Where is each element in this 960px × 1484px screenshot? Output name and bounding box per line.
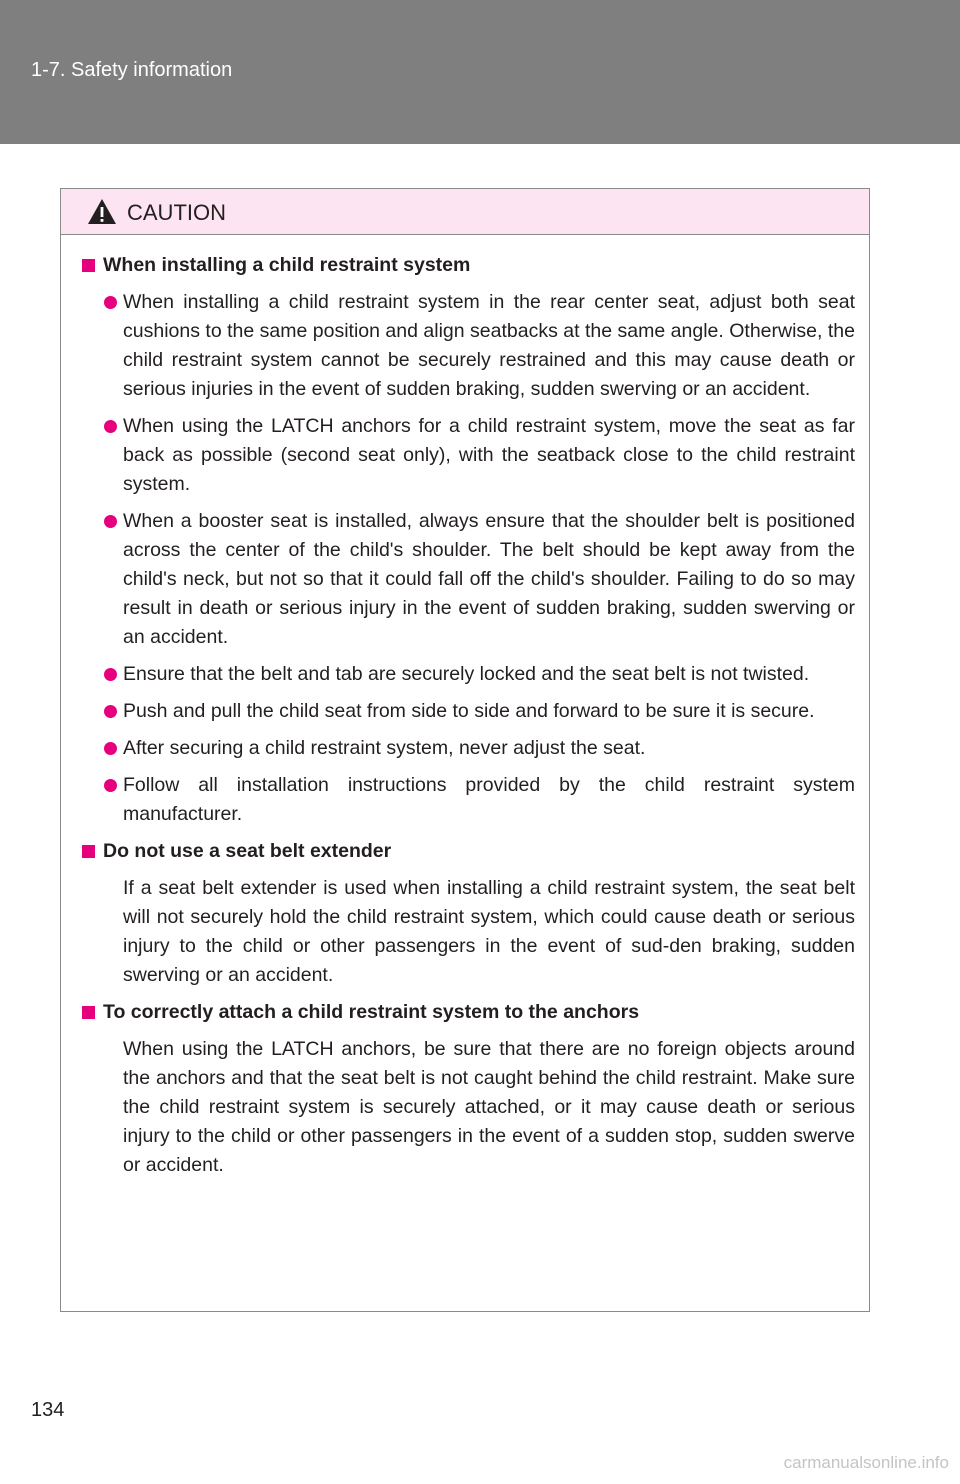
list-item [82, 660, 855, 689]
list-item-text: Push and pull the child seat from side to side and forward to be sure it is secure. [123, 700, 815, 722]
circle-bullet-icon [104, 420, 117, 433]
section-heading-text: When installing a child restraint system [103, 254, 471, 276]
page-number: 134 [31, 1399, 65, 1421]
section-heading-text: To correctly attach a child restraint system to the anchors [103, 1001, 640, 1023]
list-item [82, 412, 855, 499]
circle-bullet-icon [104, 668, 117, 681]
list-item-text: Follow all installation instructions provided by the child restraint system manufacturer. [123, 774, 855, 825]
square-bullet-icon [82, 845, 95, 858]
section-heading-text: Do not use a seat belt extender [103, 840, 392, 862]
list-item [82, 507, 855, 652]
section-paragraph: When using the LATCH anchors, be sure that there are no foreign objects around the anchors and that the seat belt is not caught behind the child restraint. Make sure the child restraint system is securely attached, or it may cause death or serious injury to the child or other passengers in the event of a sudden stop, sudden swerve or accident. [123, 1038, 855, 1176]
circle-bullet-icon [104, 779, 117, 792]
watermark: carmanualsonline.info [783, 1453, 949, 1472]
section-title: 1-7. Safety information [31, 59, 233, 81]
list-item [82, 771, 855, 829]
warning-triangle-icon [87, 198, 117, 225]
caution-box [60, 188, 870, 1312]
caution-title: CAUTION [127, 200, 226, 225]
square-bullet-icon [82, 1006, 95, 1019]
list-item [82, 697, 855, 726]
circle-bullet-icon [104, 515, 117, 528]
circle-bullet-icon [104, 742, 117, 755]
section-heading [82, 837, 855, 866]
circle-bullet-icon [104, 296, 117, 309]
list-item [82, 288, 855, 404]
square-bullet-icon [82, 259, 95, 272]
list-item [82, 734, 855, 763]
list-item-text: When a booster seat is installed, always ensure that the shoulder belt is positioned across the center of the child's shoulder. The belt should be kept away from the child's neck, but not so that it could fall off the child's shoulder. Failing to do so may result in death or serious injury in the event of sudden braking, sudden swerving or an accident. [123, 510, 855, 648]
section-heading [82, 251, 855, 280]
section-paragraph: If a seat belt extender is used when installing a child restraint system, the seat belt will not securely hold the child restraint system, which could cause death or serious injury to the child or other passengers in the event of sud-den braking, sudden swerving or an accident. [123, 877, 855, 986]
circle-bullet-icon [104, 705, 117, 718]
list-item-text: Ensure that the belt and tab are securely locked and the seat belt is not twisted. [123, 663, 810, 685]
caution-header [61, 189, 869, 235]
header-band [0, 0, 960, 144]
list-item-text: When using the LATCH anchors for a child restraint system, move the seat as far back as possible (second seat only), with the seatback close to the child restraint system. [123, 415, 855, 495]
list-item-text: After securing a child restraint system, never adjust the seat. [123, 737, 646, 759]
section-heading [82, 998, 855, 1027]
list-item-text: When installing a child restraint system in the rear center seat, adjust both seat cushions to the same position and align seatbacks at the same angle. Otherwise, the child restraint system cannot be securely restrained and this may cause death or serious injuries in the event of sudden braking, sudden swerving or an accident. [123, 291, 855, 400]
caution-body [61, 235, 869, 1180]
